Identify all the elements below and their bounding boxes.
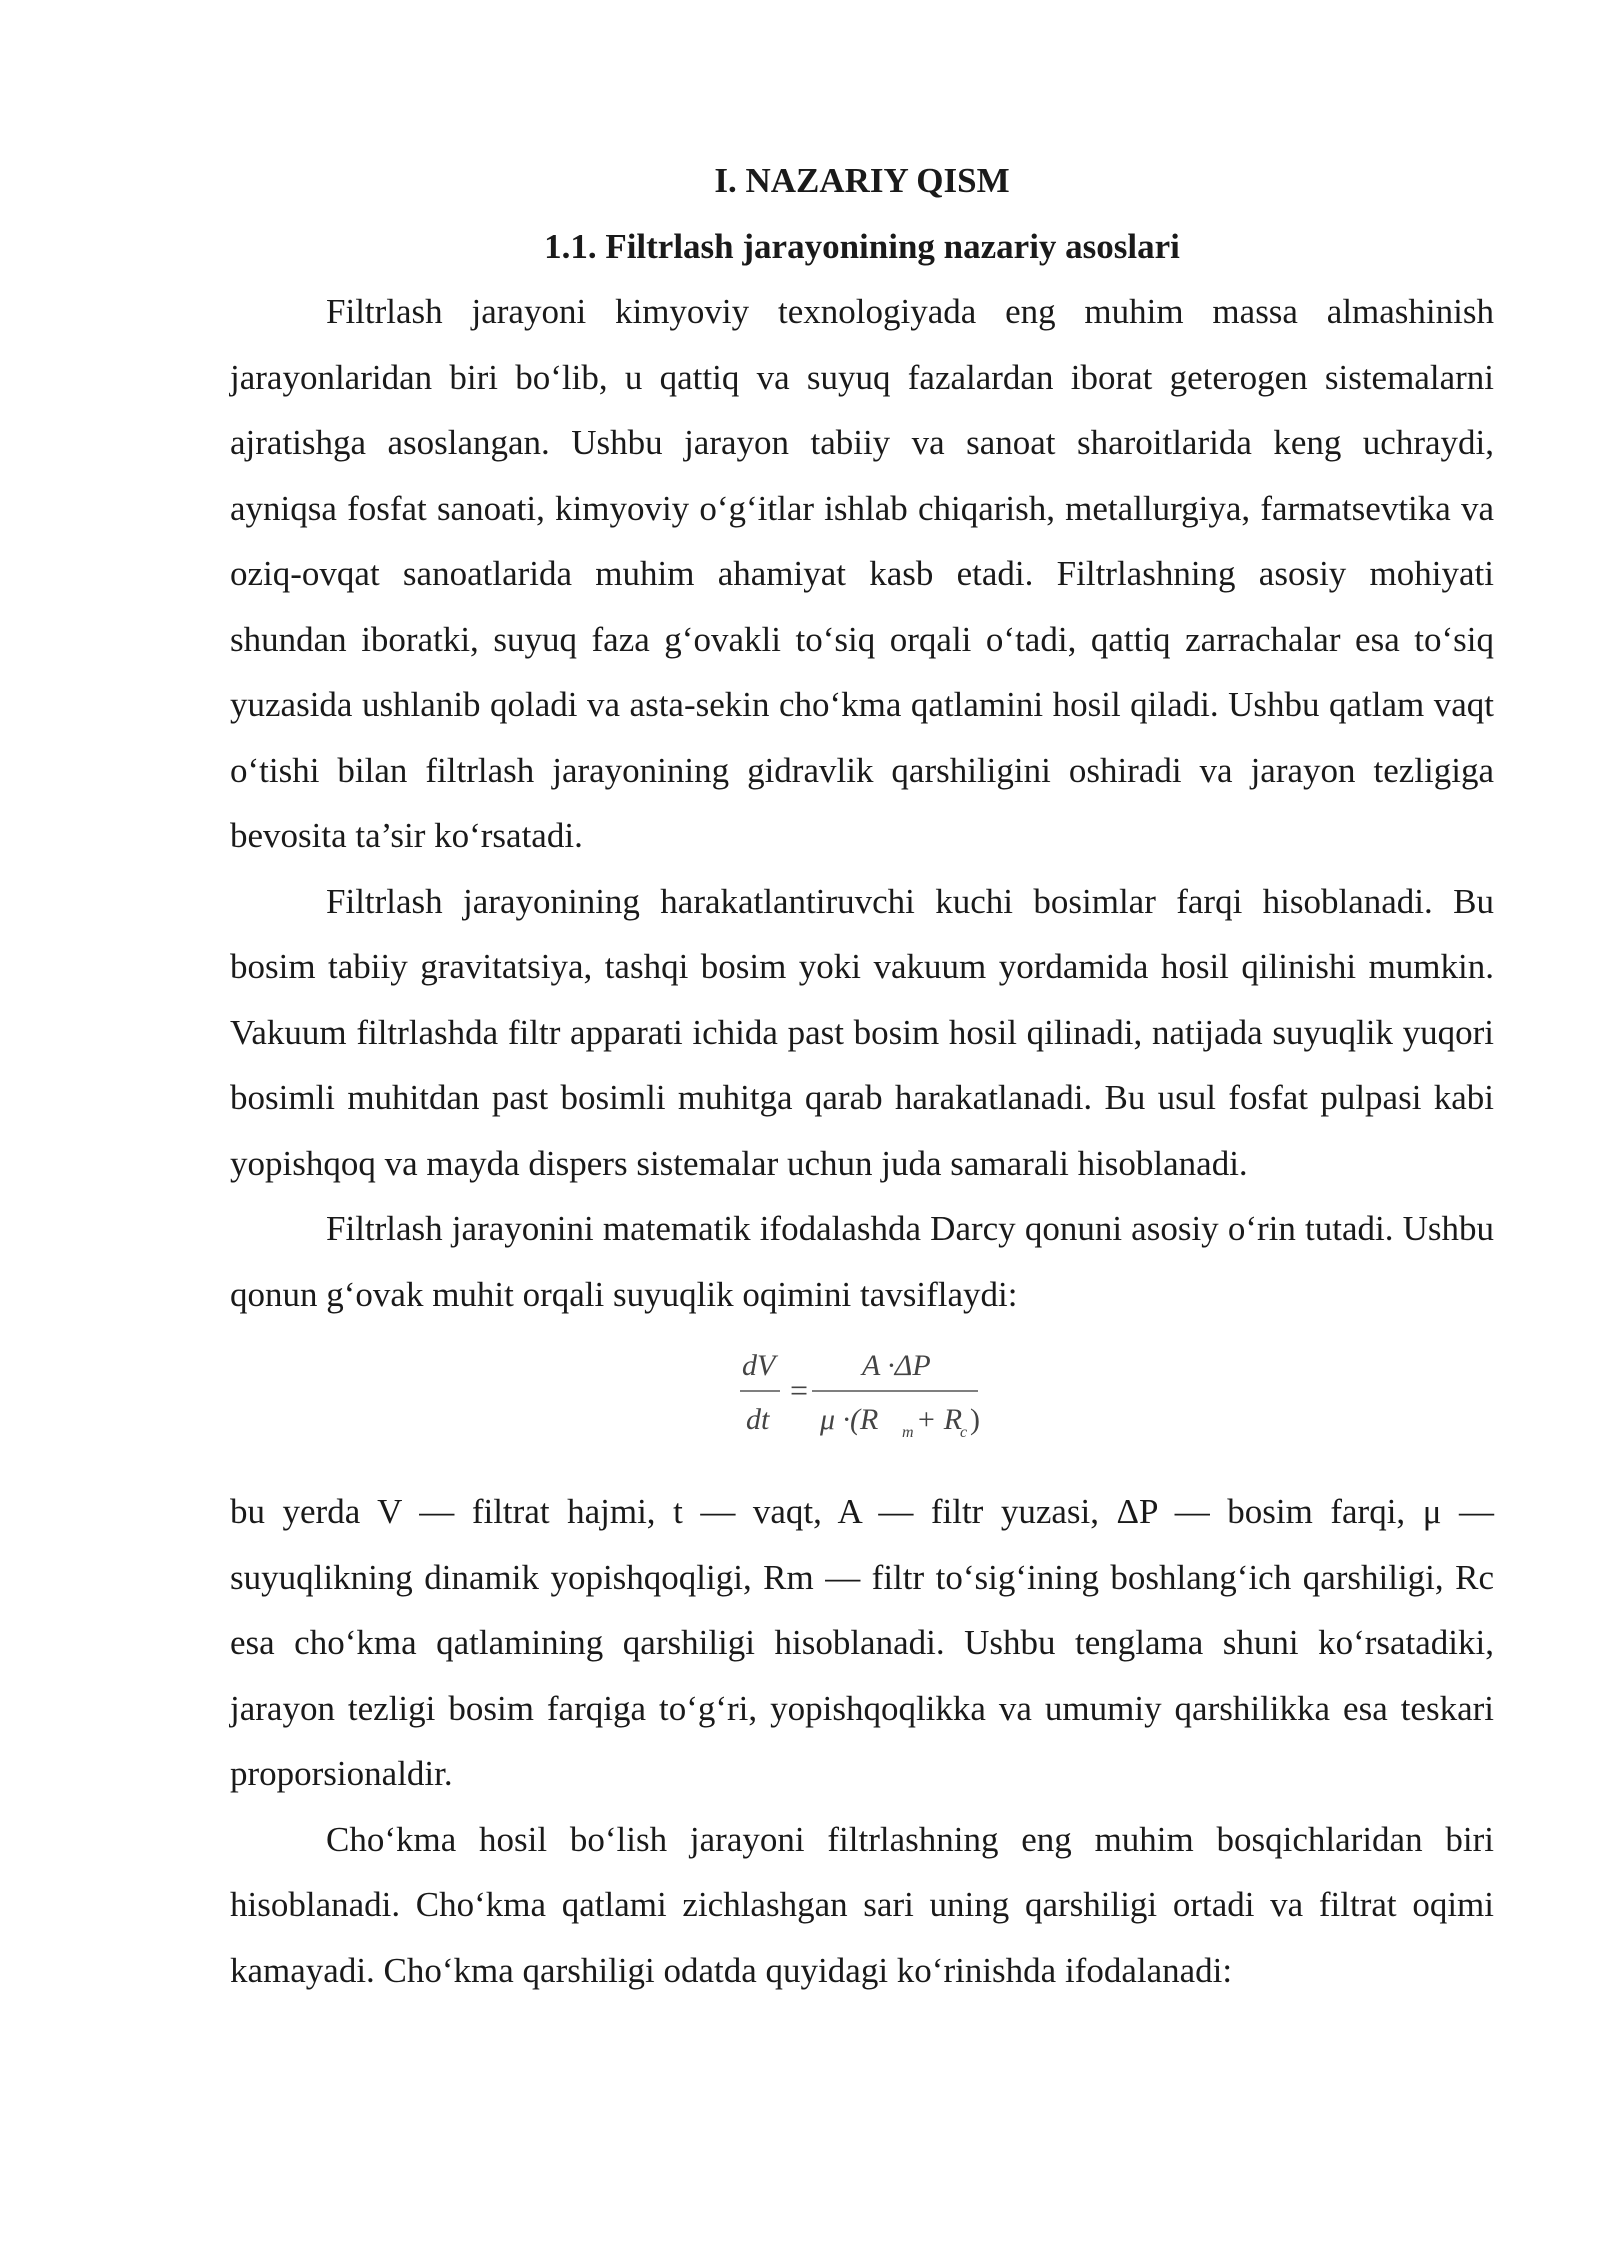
formula-close-paren: ) bbox=[970, 1403, 980, 1436]
paragraph-1: Filtrlash jarayoni kimyoviy texnologiyada eng muhim massa almashinish jarayonlaridan biri bo‘lib, u qattiq va suyuq fazalardan iborat geterogen sistemalarni ajratishga asoslangan. Ushbu jarayon tabiiy va sanoat sharoitlarida keng uchraydi, ayniqsa fosfat sanoati, kimyoviy o‘g‘itlar ishlab chiqarish, metallurgiya, farmatsevtika va oziq-ovqat sanoatlarida muhim ahamiyat kasb etadi. Filtrlashning asosiy mohiyati shundan iboratki, suyuq faza g‘ovakli to‘siq orqali o‘tadi, qattiq zarrachalar esa to‘siq yuzasida ushlanib qoladi va asta-sekin cho‘kma qatlamini hosil qiladi. Ushbu qatlam vaqt o‘tishi bilan filtrlash jarayonining gidravlik qarshiligini oshiradi va jarayon tezligiga bevosita ta’sir ko‘rsatadi. bbox=[230, 292, 1494, 855]
formula-graphic bbox=[730, 1327, 990, 1459]
paragraph-3: Filtrlash jarayonini matematik ifodalashda Darcy qonuni asosiy o‘rin tutadi. Ushbu qonun g‘ovak muhit orqali suyuqlik oqimini tavsiflaydi: bbox=[230, 1209, 1494, 1314]
paragraph-2: Filtrlash jarayonining harakatlantiruvchi kuchi bosimlar farqi hisoblanadi. Bu bosim tabiiy gravitatsiya, tashqi bosim yoki vakuum yordamida hosil qilinishi mumkin. Vakuum filtrlashda filtr apparati ichida past bosim hosil qilinadi, natijada suyuqlik yuqori bosimli muhitdan past bosimli muhitga qarab harakatlanadi. Bu usul fosfat pulpasi kabi yopishqoq va mayda dispers sistemalar uchun juda samarali hisoblanadi. bbox=[230, 881, 1494, 1183]
subsection-title: 1.1. Filtrlash jarayonining nazariy asoslari bbox=[544, 226, 1180, 266]
darcy-formula bbox=[230, 1327, 1494, 1459]
paragraph-4: bu yerda V — filtrat hajmi, t — vaqt, A — filtr yuzasi, ΔP — bosim farqi, μ — suyuqlikning dinamik yopishqoqligi, Rm — filtr to‘sig‘ining boshlang‘ich qarshiligi, Rc esa cho‘kma qatlamining qarshiligi hisoblanadi. Ushbu tenglama shuni ko‘rsatadiki, jarayon tezligi bosim farqiga to‘g‘ri, yopishqoqlikka va umumiy qarshilikka esa teskari proporsionaldir. bbox=[230, 1492, 1494, 1793]
formula-sub-m: m bbox=[902, 1424, 914, 1441]
formula-lhs-denominator: dt bbox=[746, 1403, 770, 1436]
formula-lhs-numerator: dV bbox=[742, 1349, 776, 1382]
formula-rhs-denominator-mu: μ ·(R bbox=[820, 1403, 879, 1436]
section-title: I. NAZARIY QISM bbox=[714, 161, 1010, 200]
formula-sub-c: c bbox=[960, 1424, 968, 1441]
formula-equals: = bbox=[790, 1372, 809, 1408]
formula-rhs-plus: + R bbox=[916, 1403, 963, 1436]
document-body bbox=[230, 148, 1494, 2003]
formula-rhs-numerator: A ·ΔP bbox=[862, 1349, 931, 1382]
paragraph-5: Cho‘kma hosil bo‘lish jarayoni filtrlashning eng muhim bosqichlaridan biri hisoblanadi. Cho‘kma qatlami zichlashgan sari uning qarshiligi ortadi va filtrat oqimi kamayadi. Cho‘kma qarshiligi odatda quyidagi ko‘rinishda ifodalanadi: bbox=[230, 1819, 1494, 1990]
